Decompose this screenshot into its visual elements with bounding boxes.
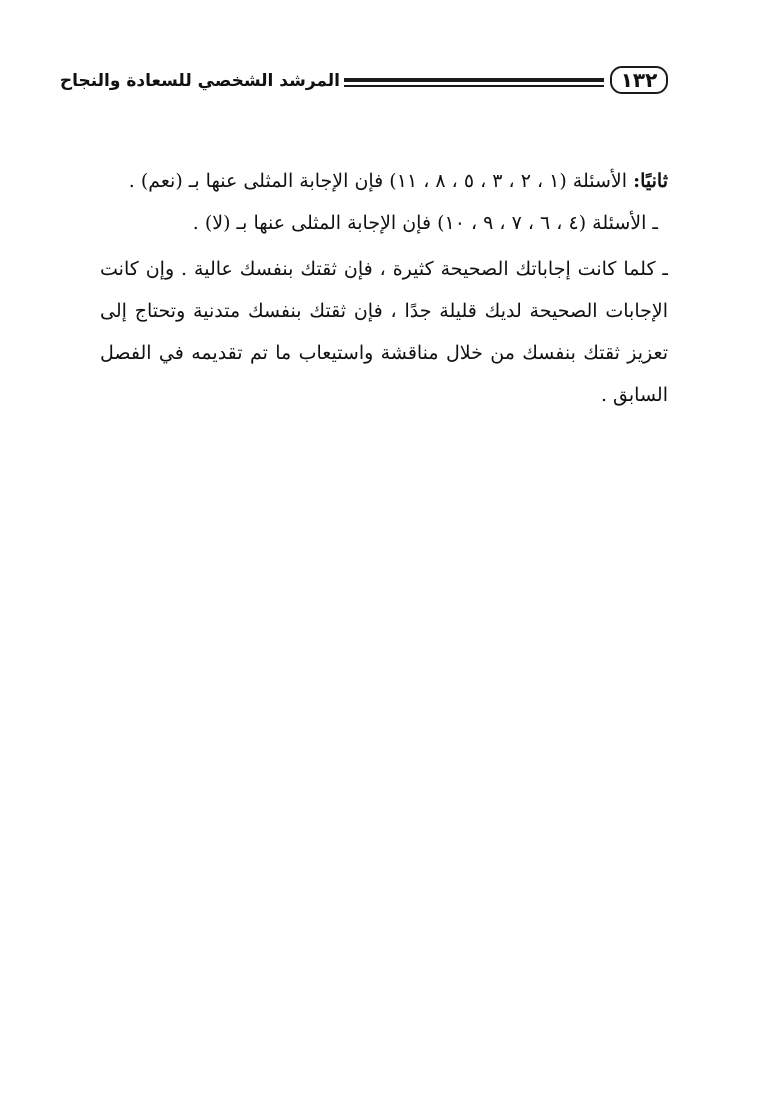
paragraph-answers-yes [100,160,668,202]
paragraph-answers-no [100,202,668,244]
header-rule [344,78,604,87]
page-number-box [610,66,668,94]
paragraph-text: ـ كلما كانت إجاباتك الصحيحة كثيرة ، فإن ثقتك بنفسك عالية . وإن كانت الإجابات الصحيحة لديك قليلة جدًا ، فإن ثقتك بنفسك متدنية وتحتاج إلى تعزيز ثقتك بنفسك من خلال مناقشة واستيعاب ما تم تقديمه في الفصل السابق . [100,258,668,406]
paragraph-text: الأسئلة (١ ، ٢ ، ٣ ، ٥ ، ٨ ، ١١) فإن الإجابة المثلى عنها بـ (نعم) . [128,170,628,192]
header-rule-thin [344,85,604,87]
paragraph-text: ـ الأسئلة (٤ ، ٦ ، ٧ ، ٩ ، ١٠) فإن الإجابة المثلى عنها بـ (لا) . [192,212,658,234]
paragraph-lead: ثانيًا: [633,170,668,192]
page-body [100,160,668,416]
paragraph-conclusion [100,248,668,416]
header-rule-thick [344,78,604,82]
running-header [59,66,668,100]
page-number: ١٣٢ [620,68,658,92]
book-title: المرشد الشخصي للسعادة والنجاح [59,71,340,91]
